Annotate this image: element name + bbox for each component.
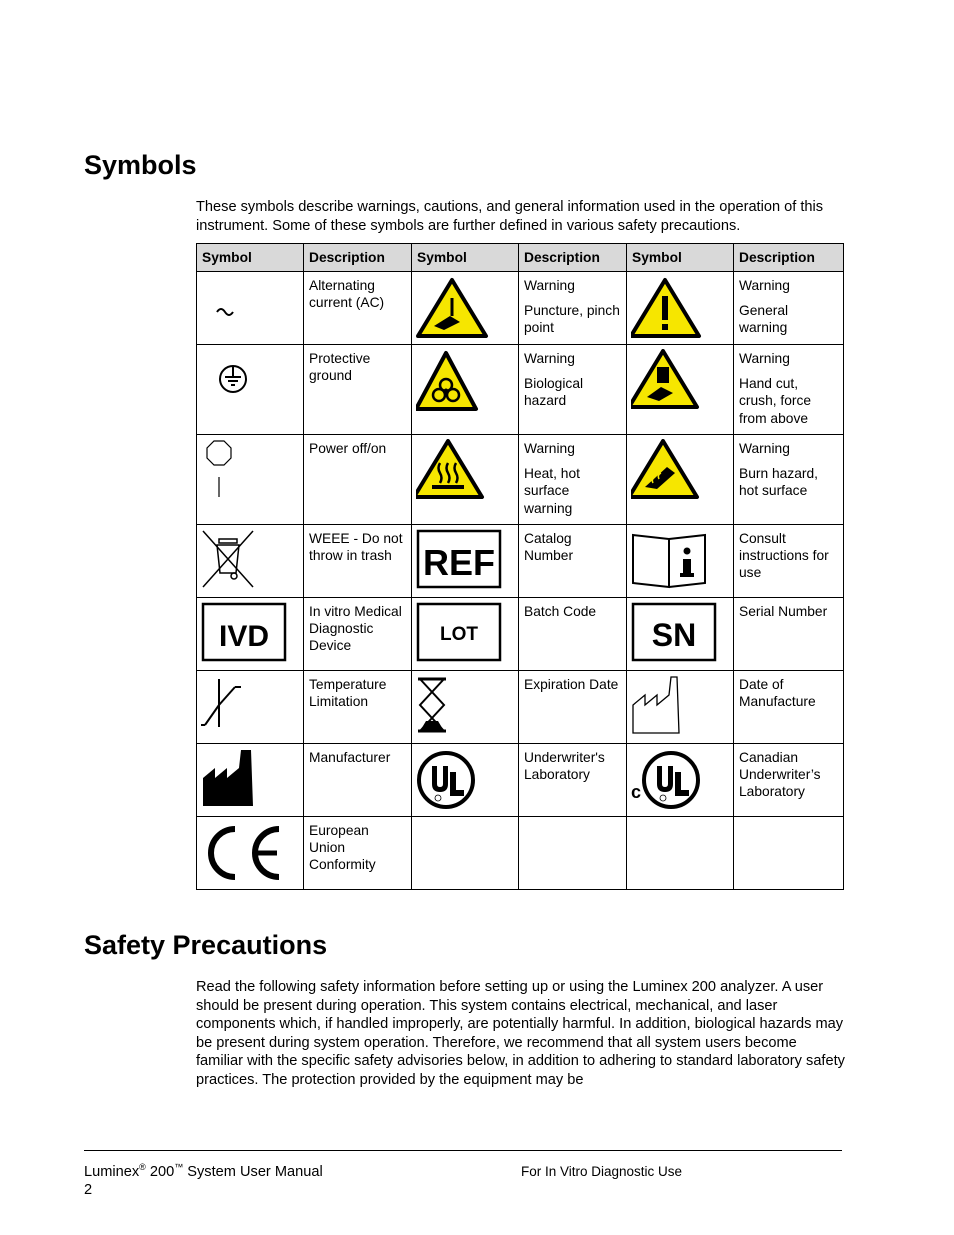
description-cell: Batch Code bbox=[519, 598, 627, 671]
symbols-intro: These symbols describe warnings, cautions, and general information used in the operation of this instrument. Some of these symbols are further defined in various safety precautions. bbox=[196, 199, 824, 234]
header-symbol: Symbol bbox=[412, 244, 519, 272]
description-cell: Date of Manufacture bbox=[734, 671, 844, 744]
table-row bbox=[197, 671, 844, 744]
symbol-cell bbox=[412, 272, 519, 345]
symbol-cell bbox=[627, 272, 734, 345]
symbol-cell bbox=[197, 671, 304, 744]
table-row bbox=[197, 345, 844, 435]
description-cell: Warning Heat, hot surface warning bbox=[519, 435, 627, 525]
description-cell: Alternating current (AC) bbox=[304, 272, 412, 345]
header-symbol: Symbol bbox=[627, 244, 734, 272]
ivd-icon bbox=[201, 602, 299, 664]
temperature-limit-icon bbox=[201, 675, 299, 737]
table-row bbox=[197, 598, 844, 671]
date-of-manufacture-icon bbox=[631, 675, 729, 737]
ref-icon bbox=[416, 529, 514, 591]
weee-bin-icon bbox=[201, 529, 299, 591]
empty-cell bbox=[627, 817, 734, 890]
hot-surface-icon bbox=[416, 439, 514, 503]
description-cell: Warning Hand cut, crush, force from above bbox=[734, 345, 844, 435]
table-row bbox=[197, 817, 844, 890]
header-symbol: Symbol bbox=[197, 244, 304, 272]
svg-text:SN: SN bbox=[651, 617, 697, 653]
description-cell: Power off/on bbox=[304, 435, 412, 525]
protective-ground-icon bbox=[201, 349, 299, 411]
symbol-cell bbox=[412, 598, 519, 671]
empty-cell bbox=[734, 817, 844, 890]
consult-instructions-icon bbox=[631, 529, 729, 591]
symbol-cell bbox=[197, 345, 304, 435]
table-row bbox=[197, 435, 844, 525]
burn-hazard-icon bbox=[631, 439, 729, 503]
table-header-row bbox=[197, 244, 844, 272]
footer-manual-title: Luminex® 200™ System User Manual 2 bbox=[84, 1162, 323, 1198]
symbol-cell bbox=[627, 598, 734, 671]
cul-mark-icon bbox=[631, 748, 729, 812]
symbol-cell bbox=[627, 525, 734, 598]
lot-icon bbox=[416, 602, 514, 664]
page-number: 2 bbox=[84, 1182, 93, 1198]
description-cell: Canadian Underwriter’s Laboratory bbox=[734, 744, 844, 817]
manufacturer-icon bbox=[201, 748, 299, 810]
symbol-cell bbox=[197, 435, 304, 525]
safety-body: Read the following safety information before setting up or using the Luminex 200 analyzer. A user should be present during operation. This system contains electrical, mechanical, and laser components which, if handled improperly, are potentially harmful. In addition, biological hazards may be present during system operation. Therefore, we recommend that all system users become familiar with the specific safety advisories below, in addition to adhering to standard laboratory safety practices. The protection provided by the equipment may be bbox=[196, 979, 845, 1088]
symbols-table bbox=[196, 243, 844, 890]
description-cell: Warning General warning bbox=[734, 272, 844, 345]
symbol-cell bbox=[627, 744, 734, 817]
symbol-cell bbox=[197, 744, 304, 817]
symbols-heading: Symbols bbox=[84, 150, 197, 180]
empty-cell bbox=[519, 817, 627, 890]
symbol-cell bbox=[197, 272, 304, 345]
description-cell: Warning Burn hazard, hot surface bbox=[734, 435, 844, 525]
footer-note: For In Vitro Diagnostic Use bbox=[521, 1164, 683, 1179]
symbol-cell bbox=[627, 345, 734, 435]
header-description: Description bbox=[734, 244, 844, 272]
symbol-cell bbox=[627, 671, 734, 744]
header-description: Description bbox=[304, 244, 412, 272]
symbol-cell bbox=[197, 817, 304, 890]
symbol-cell bbox=[197, 598, 304, 671]
symbol-cell bbox=[412, 744, 519, 817]
footer-divider bbox=[84, 1150, 842, 1151]
ce-mark-icon bbox=[201, 821, 299, 883]
description-cell: Warning Biological hazard bbox=[519, 345, 627, 435]
symbol-cell bbox=[412, 345, 519, 435]
svg-text:IVD: IVD bbox=[218, 620, 270, 653]
description-cell: Temperature Limitation bbox=[304, 671, 412, 744]
symbol-cell bbox=[412, 525, 519, 598]
symbol-cell bbox=[627, 435, 734, 525]
safety-heading: Safety Precautions bbox=[84, 930, 328, 960]
empty-cell bbox=[412, 817, 519, 890]
power-off-on-icon bbox=[201, 439, 299, 503]
description-cell: WEEE - Do not throw in trash bbox=[304, 525, 412, 598]
description-cell: In vitro Medical Diagnostic Device bbox=[304, 598, 412, 671]
biohazard-icon bbox=[416, 349, 514, 413]
description-cell: Warning Puncture, pinch point bbox=[519, 272, 627, 345]
description-cell: Serial Number bbox=[734, 598, 844, 671]
table-row bbox=[197, 272, 844, 345]
description-cell: Consult instructions for use bbox=[734, 525, 844, 598]
svg-text:LOT: LOT bbox=[440, 624, 478, 645]
description-cell: Catalog Number bbox=[519, 525, 627, 598]
crush-warning-icon bbox=[631, 349, 729, 413]
symbol-cell bbox=[412, 671, 519, 744]
hourglass-icon bbox=[416, 675, 514, 737]
symbol-cell bbox=[412, 435, 519, 525]
header-description: Description bbox=[519, 244, 627, 272]
svg-text:c: c bbox=[631, 782, 642, 802]
table-row bbox=[197, 525, 844, 598]
table-row bbox=[197, 744, 844, 817]
svg-text:REF: REF bbox=[423, 542, 495, 583]
ul-mark-icon bbox=[416, 748, 514, 812]
puncture-warning-icon bbox=[416, 276, 514, 340]
ac-tilde-icon bbox=[201, 276, 299, 338]
description-cell: Expiration Date bbox=[519, 671, 627, 744]
general-warning-icon bbox=[631, 276, 729, 340]
symbol-cell bbox=[197, 525, 304, 598]
description-cell: Protective ground bbox=[304, 345, 412, 435]
sn-icon bbox=[631, 602, 729, 664]
description-cell: Manufacturer bbox=[304, 744, 412, 817]
description-cell: Underwriter's Laboratory bbox=[519, 744, 627, 817]
description-cell: European Union Conformity bbox=[304, 817, 412, 890]
